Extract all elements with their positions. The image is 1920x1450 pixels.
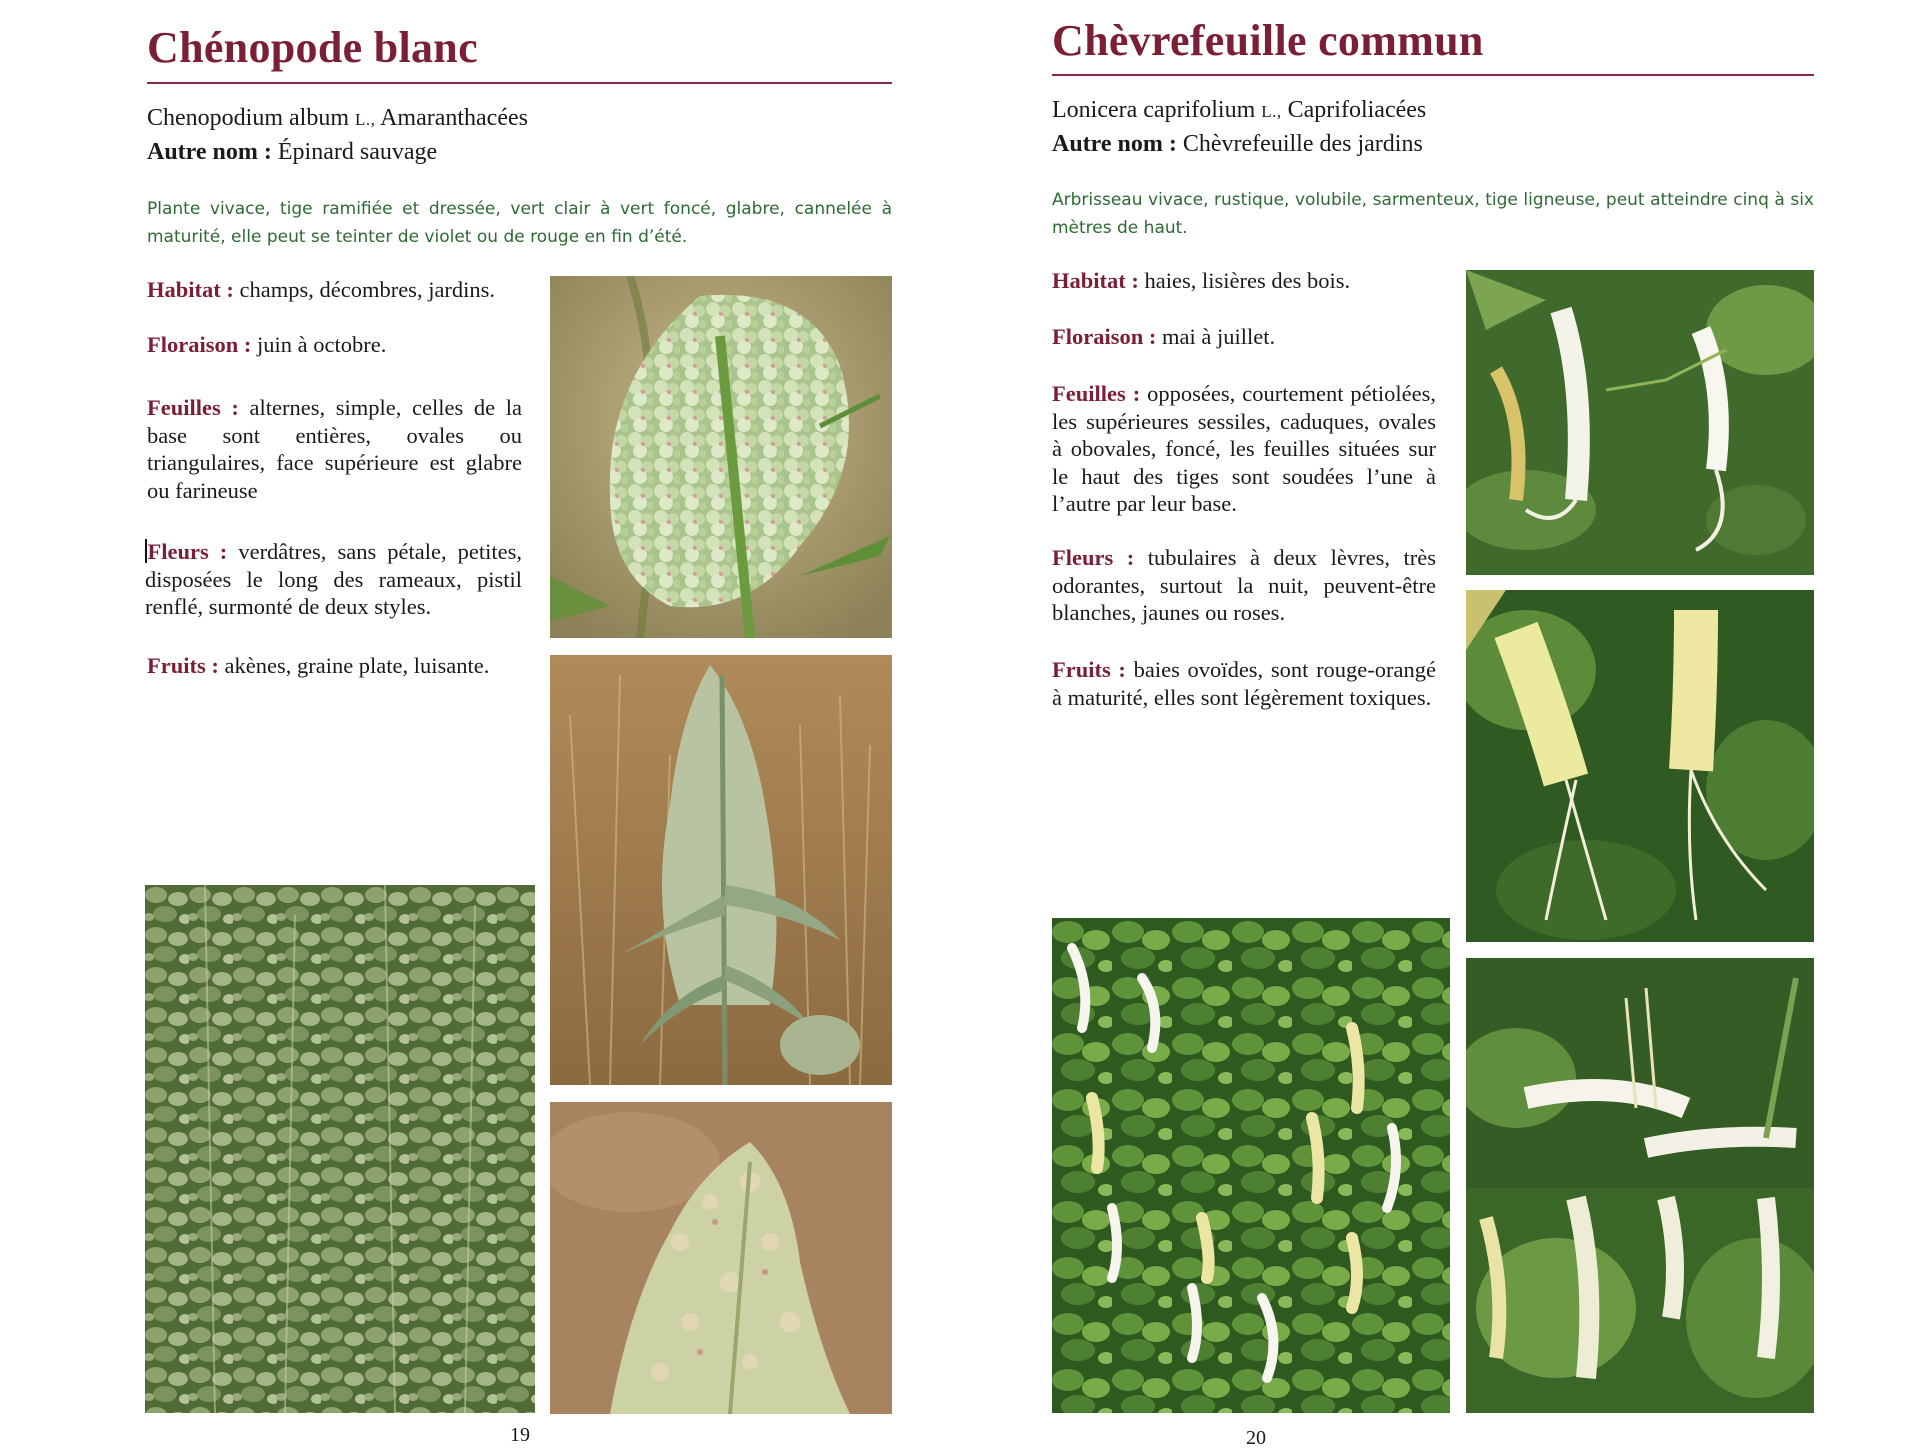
scientific-name-line (1052, 94, 1426, 128)
text-cursor (145, 539, 147, 563)
photo-plant-dry-field (550, 655, 892, 1085)
habitat-field (1052, 267, 1436, 295)
flowering-field (1052, 323, 1436, 351)
title-rule (1052, 74, 1814, 76)
habitat-label: Habitat : (1052, 268, 1139, 293)
fruits-field (147, 652, 522, 680)
family-name: Caprifoliacées (1287, 97, 1427, 123)
flowers-text: tubulaires à deux lèvres, très odorantes, surtout la nuit, peuvent-être blanches, jaunes ou roses. (1052, 545, 1436, 625)
leaves-label: Feuilles : (147, 395, 239, 420)
flowering-label: Floraison : (1052, 324, 1157, 349)
flowers-text: verdâtres, sans pétale, petites, disposées le long des rameaux, pistil renflé, surmonté de deux styles. (145, 539, 522, 619)
other-name: Épinard sauvage (277, 139, 438, 165)
scientific-name: Chenopodium album (147, 105, 349, 131)
photo-white-flowers (1466, 270, 1814, 575)
flowers-label: Fleurs : (1052, 545, 1135, 570)
author-abbrev: L., (1261, 102, 1282, 121)
page-number: 20 (1246, 1427, 1266, 1449)
fruits-text: baies ovoïdes, sont rouge-orangé à maturité, elles sont légèrement toxiques. (1052, 657, 1437, 710)
photo-flower-cluster (550, 276, 892, 638)
leaves-text: alternes, simple, celles de la base sont entières, ovales ou triangulaires, face supérieure est glabre ou farineuse (147, 395, 523, 503)
flowers-label: Fleurs : (147, 539, 228, 564)
fruits-label: Fruits : (1052, 657, 1126, 682)
flowering-text: juin à octobre. (257, 332, 387, 357)
title-rule (147, 82, 892, 84)
flowering-field (147, 331, 522, 359)
other-name-line (1052, 128, 1426, 161)
page-title: Chèvrefeuille commun (1052, 16, 1484, 65)
leaves-field (147, 394, 522, 504)
leaves-text: opposées, courtement pétiolées, les supérieures sessiles, caduques, ovales à obovales, foncé, les feuilles situées sur le haut des tiges sont soudées l’une à l’autre par leur base. (1052, 381, 1437, 516)
habitat-text: champs, décombres, jardins. (239, 277, 496, 302)
page-title: Chénopode blanc (147, 23, 478, 72)
flowers-field (145, 538, 522, 621)
species-intro: Plante vivace, tige ramifiée et dressée, vert clair à vert foncé, glabre, cannelée à maturité, elle peut se teinter de violet ou de rouge en fin d’été. (147, 199, 892, 247)
scientific-name: Lonicera caprifolium (1052, 97, 1256, 123)
flowering-label: Floraison : (147, 332, 252, 357)
photo-dense-foliage (145, 885, 535, 1413)
author-abbrev: L., (354, 110, 376, 129)
fruits-text: akènes, graine plate, luisante. (224, 653, 490, 678)
species-intro: Arbrisseau vivace, rustique, volubile, sarmenteux, tige ligneuse, peut atteindre cinq à six mètres de haut. (1052, 190, 1814, 238)
habitat-field (147, 276, 522, 304)
fruits-field (1052, 656, 1436, 711)
species-meta (1052, 94, 1426, 161)
page-right (960, 0, 1920, 1448)
leaves-label: Feuilles : (1052, 381, 1141, 406)
habitat-text: haies, lisières des bois. (1144, 268, 1351, 293)
photo-white-yellow-mix (1466, 958, 1814, 1413)
family-name: Amaranthacées (380, 105, 528, 131)
flowering-text: mai à juillet. (1162, 324, 1276, 349)
other-name-label: Autre nom : (1052, 131, 1177, 157)
scientific-name-line (147, 102, 528, 136)
photo-yellow-flowers (1466, 590, 1814, 942)
leaves-field (1052, 380, 1436, 518)
photo-honeysuckle-bush (1052, 918, 1450, 1413)
species-meta (147, 102, 528, 169)
other-name-label: Autre nom : (147, 139, 272, 165)
other-name: Chèvrefeuille des jardins (1182, 131, 1423, 157)
fruits-label: Fruits : (147, 653, 219, 678)
page-number: 19 (510, 1424, 530, 1446)
habitat-label: Habitat : (147, 277, 234, 302)
other-name-line (147, 136, 528, 169)
photo-flowering-tips (550, 1102, 892, 1414)
page-left (0, 0, 960, 1448)
flowers-field (1052, 544, 1436, 627)
